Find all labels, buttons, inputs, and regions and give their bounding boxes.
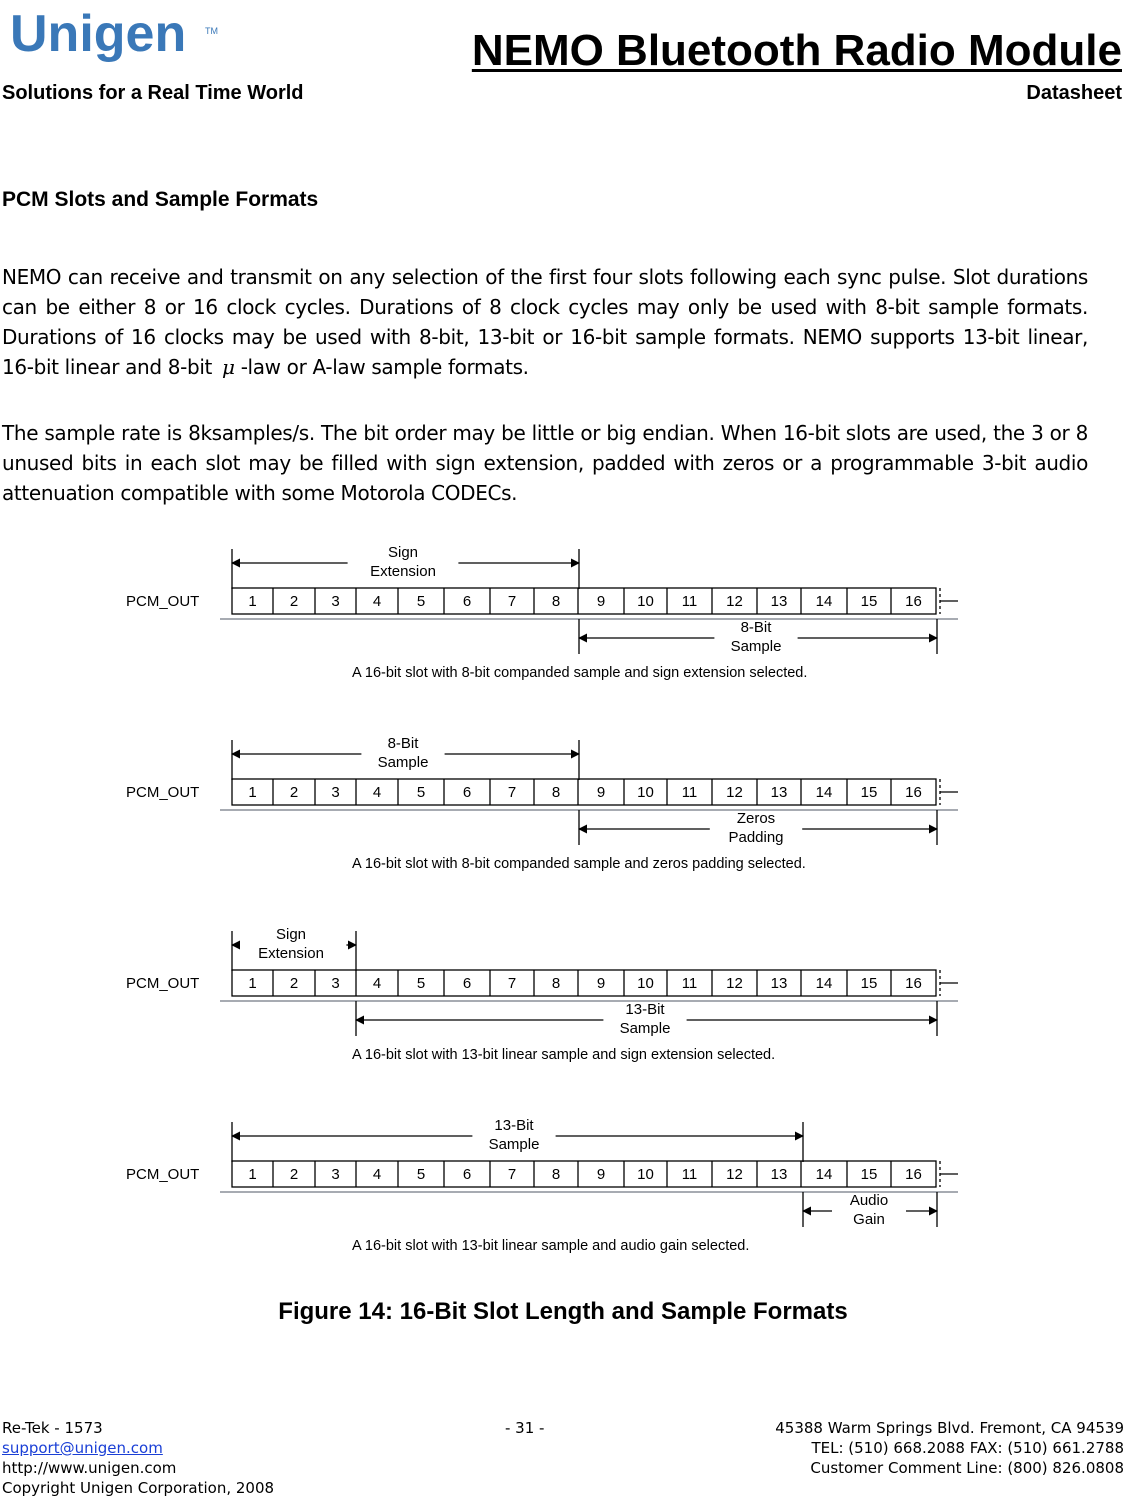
bit-number: 1: [248, 975, 257, 992]
diagram-caption: A 16-bit slot with 13-bit linear sample and sign extension selected.: [352, 1047, 776, 1063]
paragraph-text: -law or A-law sample formats.: [240, 355, 529, 379]
bit-number: 4: [372, 1166, 382, 1183]
bit-number: 6: [462, 784, 472, 801]
bit-number: 12: [726, 593, 743, 610]
unigen-logo: Unigen: [10, 5, 187, 63]
bit-number: 13: [770, 975, 788, 992]
bit-number: 14: [815, 784, 833, 801]
footer-left: [2, 1418, 274, 1498]
footer-copyright: Copyright Unigen Corporation, 2008: [2, 1479, 275, 1497]
bit-number: 15: [860, 975, 878, 992]
diagram-caption: A 16-bit slot with 13-bit linear sample and audio gain selected.: [352, 1238, 750, 1254]
bit-number: 4: [372, 593, 382, 610]
bit-number: 5: [416, 784, 426, 801]
bit-number: 10: [637, 1166, 654, 1183]
top-span-arrow: [232, 735, 579, 771]
span-label-line1: Sign: [275, 926, 307, 943]
bit-number: 11: [681, 1166, 698, 1183]
bit-number: 3: [331, 784, 340, 801]
slot-diagram-3: [126, 926, 958, 1063]
bit-number: 7: [507, 975, 517, 992]
footer-address: 45388 Warm Springs Blvd. Fremont, CA 94539: [775, 1419, 1124, 1437]
span-label-line2: Sample: [619, 1020, 671, 1037]
bit-number: 13: [770, 1166, 788, 1183]
diagram-caption: A 16-bit slot with 8-bit companded sample and sign extension selected.: [352, 665, 808, 681]
diagram-caption: A 16-bit slot with 8-bit companded sample and zeros padding selected.: [352, 856, 806, 872]
bit-number: 2: [289, 593, 299, 610]
bit-number: 16: [905, 593, 922, 610]
bit-number: 7: [507, 593, 517, 610]
bit-number: 6: [462, 1166, 472, 1183]
span-label-line1: Sign: [387, 544, 419, 561]
bit-number: 3: [331, 1166, 340, 1183]
bit-number: 8: [551, 593, 561, 610]
bottom-span-arrow: [579, 810, 937, 846]
pcm-slot-diagram: [0, 530, 1126, 1275]
company-tagline: Solutions for a Real Time World: [2, 82, 304, 104]
bit-number: 15: [860, 1166, 878, 1183]
slot-diagram-1: [126, 544, 958, 681]
pcm-out-label: PCM_OUT: [126, 784, 200, 801]
span-label-line2: Sample: [730, 638, 782, 655]
bit-number: 7: [507, 784, 517, 801]
bit-number: 7: [507, 1166, 517, 1183]
bit-number: 15: [860, 593, 878, 610]
bit-number: 5: [416, 1166, 426, 1183]
bit-number: 16: [905, 784, 922, 801]
bit-number: 16: [905, 975, 922, 992]
span-label-line1: 13-Bit: [625, 1001, 665, 1018]
bit-number: 5: [416, 975, 426, 992]
bit-number: 4: [372, 975, 382, 992]
section-heading: PCM Slots and Sample Formats: [2, 188, 319, 211]
span-label-line1: Zeros: [736, 810, 776, 827]
span-label-line2: Sample: [377, 754, 429, 771]
bit-number: 6: [462, 975, 472, 992]
bit-number: 11: [681, 593, 698, 610]
footer-phone: TEL: (510) 668.2088 FAX: (510) 661.2788: [811, 1439, 1124, 1457]
document-subtitle: Datasheet: [1026, 82, 1122, 104]
span-label-line2: Sample: [488, 1136, 540, 1153]
bit-number: 1: [248, 1166, 257, 1183]
pcm-out-label: PCM_OUT: [126, 975, 200, 992]
pcm-out-label: PCM_OUT: [126, 593, 200, 610]
bit-number: 15: [860, 784, 878, 801]
document-title: NEMO Bluetooth Radio Module: [471, 26, 1122, 75]
bit-number: 9: [596, 784, 606, 801]
span-label-line2: Extension: [370, 563, 436, 580]
top-span-arrow: [232, 1117, 803, 1153]
span-label-line2: Padding: [728, 829, 784, 846]
bit-number: 14: [815, 975, 833, 992]
page-number: - 31 -: [505, 1419, 545, 1437]
bit-number: 14: [815, 1166, 833, 1183]
top-span-arrow: [232, 926, 356, 962]
bit-number: 9: [596, 593, 606, 610]
top-span-arrow: [232, 544, 579, 580]
bit-number: 12: [726, 1166, 743, 1183]
footer-right: [775, 1418, 1124, 1478]
logo-trademark: TM: [205, 26, 218, 36]
bit-number: 10: [637, 784, 654, 801]
bit-number: 3: [331, 593, 340, 610]
bit-number: 8: [551, 784, 561, 801]
slot-diagram-2: [126, 735, 958, 872]
bit-number: 4: [372, 784, 382, 801]
span-label-line2: Extension: [258, 945, 324, 962]
footer-website: http://www.unigen.com: [2, 1459, 177, 1477]
bit-number: 2: [289, 1166, 299, 1183]
bit-number: 9: [596, 1166, 606, 1183]
span-label-line1: 8-Bit: [387, 735, 419, 752]
bit-number: 10: [637, 975, 654, 992]
bit-number: 3: [331, 975, 340, 992]
slot-diagram-4: [126, 1117, 958, 1254]
bit-number: 8: [551, 1166, 561, 1183]
figure-caption: Figure 14: 16-Bit Slot Length and Sample Formats: [278, 1298, 848, 1325]
bit-number: 5: [416, 593, 426, 610]
bit-number: 10: [637, 593, 654, 610]
bit-number: 13: [770, 784, 788, 801]
bit-number: 2: [289, 784, 299, 801]
bit-number: 12: [726, 975, 743, 992]
paragraph-text: NEMO can receive and transmit on any selection of the first four slots following each sync pulse. Slot durations can be either 8 or 16 clock cycles. Durations of 8 clock cycles may only be used with 8-bit sample formats. Durations of 16 clocks may be used with 8-bit, 13-bit or 16-bit sample formats. NEMO supports 13-bit linear, 16-bit linear and 8-bit: [2, 265, 1088, 379]
span-label-line1: 8-Bit: [740, 619, 772, 636]
bit-number: 2: [289, 975, 299, 992]
footer-doc-id: Re-Tek - 1573: [2, 1419, 103, 1437]
bit-number: 8: [551, 975, 561, 992]
bottom-span-arrow: [579, 619, 937, 655]
span-label-line1: 13-Bit: [494, 1117, 534, 1134]
bit-number: 12: [726, 784, 743, 801]
support-email-link[interactable]: support@unigen.com: [2, 1439, 163, 1457]
bit-number: 9: [596, 975, 606, 992]
footer-comment-line: Customer Comment Line: (800) 826.0808: [810, 1459, 1124, 1477]
pcm-out-label: PCM_OUT: [126, 1166, 200, 1183]
mu-symbol: μ: [222, 355, 235, 379]
paragraph-sample-rate: The sample rate is 8ksamples/s. The bit order may be little or big endian. When 16-bit slots are used, the 3 or 8 unused bits in each slot may be filled with sign extension, padded with zeros or a programmable 3-bit audio attenuation compatible with some Motorola CODECs.: [2, 421, 1088, 505]
span-label-line2: Gain: [853, 1211, 885, 1228]
bit-number: 11: [681, 784, 698, 801]
bit-number: 6: [462, 593, 472, 610]
bottom-span-arrow: [356, 1001, 937, 1037]
bit-number: 1: [248, 784, 257, 801]
bottom-span-arrow: [803, 1192, 937, 1228]
bit-number: 13: [770, 593, 788, 610]
bit-number: 16: [905, 1166, 922, 1183]
bit-number: 11: [681, 975, 698, 992]
bit-number: 1: [248, 593, 257, 610]
paragraph-slot-formats: [2, 262, 1088, 382]
span-label-line1: Audio: [849, 1192, 889, 1209]
bit-number: 14: [815, 593, 833, 610]
